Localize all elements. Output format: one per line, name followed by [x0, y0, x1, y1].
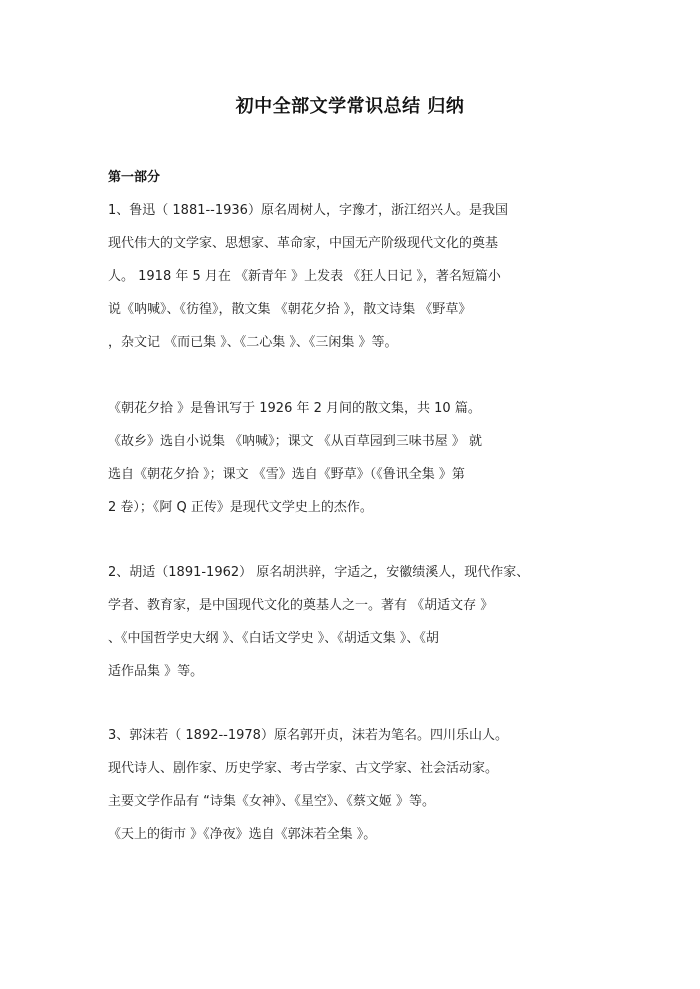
paragraph-line: 《天上的街市 》《净夜》选自《郭沫若全集 》。 — [108, 827, 377, 842]
paragraph-line: 选自《朝花夕拾 》；课文 《雪》选自《野草》（《鲁讯全集 》第 — [108, 467, 465, 482]
paragraph-lu-xun — [108, 194, 608, 359]
paragraph-line: 2 卷）；《阿 Q 正传》是现代文学史上的杰作。 — [108, 500, 373, 515]
paragraph-guo-moruo — [108, 719, 608, 851]
paragraph-line: 《朝花夕拾 》是鲁讯写于 1926 年 2 月间的散文集，共 10 篇。 — [108, 401, 481, 416]
paragraph-hu-shi — [108, 556, 608, 688]
paragraph-line: 学者、教育家，是中国现代文化的奠基人之一。著有 《胡适文存 》 — [108, 598, 494, 613]
paragraph-line: 现代伟大的文学家、思想家、革命家，中国无产阶级现代文化的奠基 — [108, 236, 499, 251]
paragraph-line: 人。 1918 年 5 月在 《新青年 》上发表 《狂人日记 》，著名短篇小 — [108, 269, 501, 284]
paragraph-line: 适作品集 》等。 — [108, 664, 204, 679]
section-heading: 第一部分 — [108, 170, 161, 185]
paragraph-line: 、《中国哲学史大纲 》、《白话文学史 》、《胡适文集 》、《胡 — [108, 631, 439, 646]
paragraph-line: 《故乡》选自小说集 《呐喊》；课文 《从百草园到三味书屋 》 就 — [108, 434, 483, 449]
paragraph-line: 3、郭沫若（ 1892--1978）原名郭开贞，沫若为笔名。四川乐山人。 — [108, 728, 508, 743]
paragraph-line: 主要文学作品有 “诗集《女神》、《星空》、《蔡文姬 》等。 — [108, 794, 435, 809]
paragraph-line: 现代诗人、剧作家、历史学家、考古学家、古文学家、社会活动家。 — [108, 761, 499, 776]
document-title: 初中全部文学常识总结 归纳 — [235, 96, 465, 117]
paragraph-line: 2、胡适（1891-1962） 原名胡洪骍，字适之，安徽绩溪人，现代作家、 — [108, 565, 530, 580]
paragraph-line: ，杂文记 《而已集 》、《二心集 》、《三闲集 》等。 — [108, 335, 398, 350]
paragraph-line: 说《呐喊》、《彷徨》，散文集 《朝花夕拾 》，散文诗集 《野草》 — [108, 302, 472, 317]
paragraph-zhaohua-xishi — [108, 392, 608, 524]
paragraph-line: 1、鲁迅（ 1881--1936）原名周树人，字豫才，浙江绍兴人。是我国 — [108, 203, 508, 218]
